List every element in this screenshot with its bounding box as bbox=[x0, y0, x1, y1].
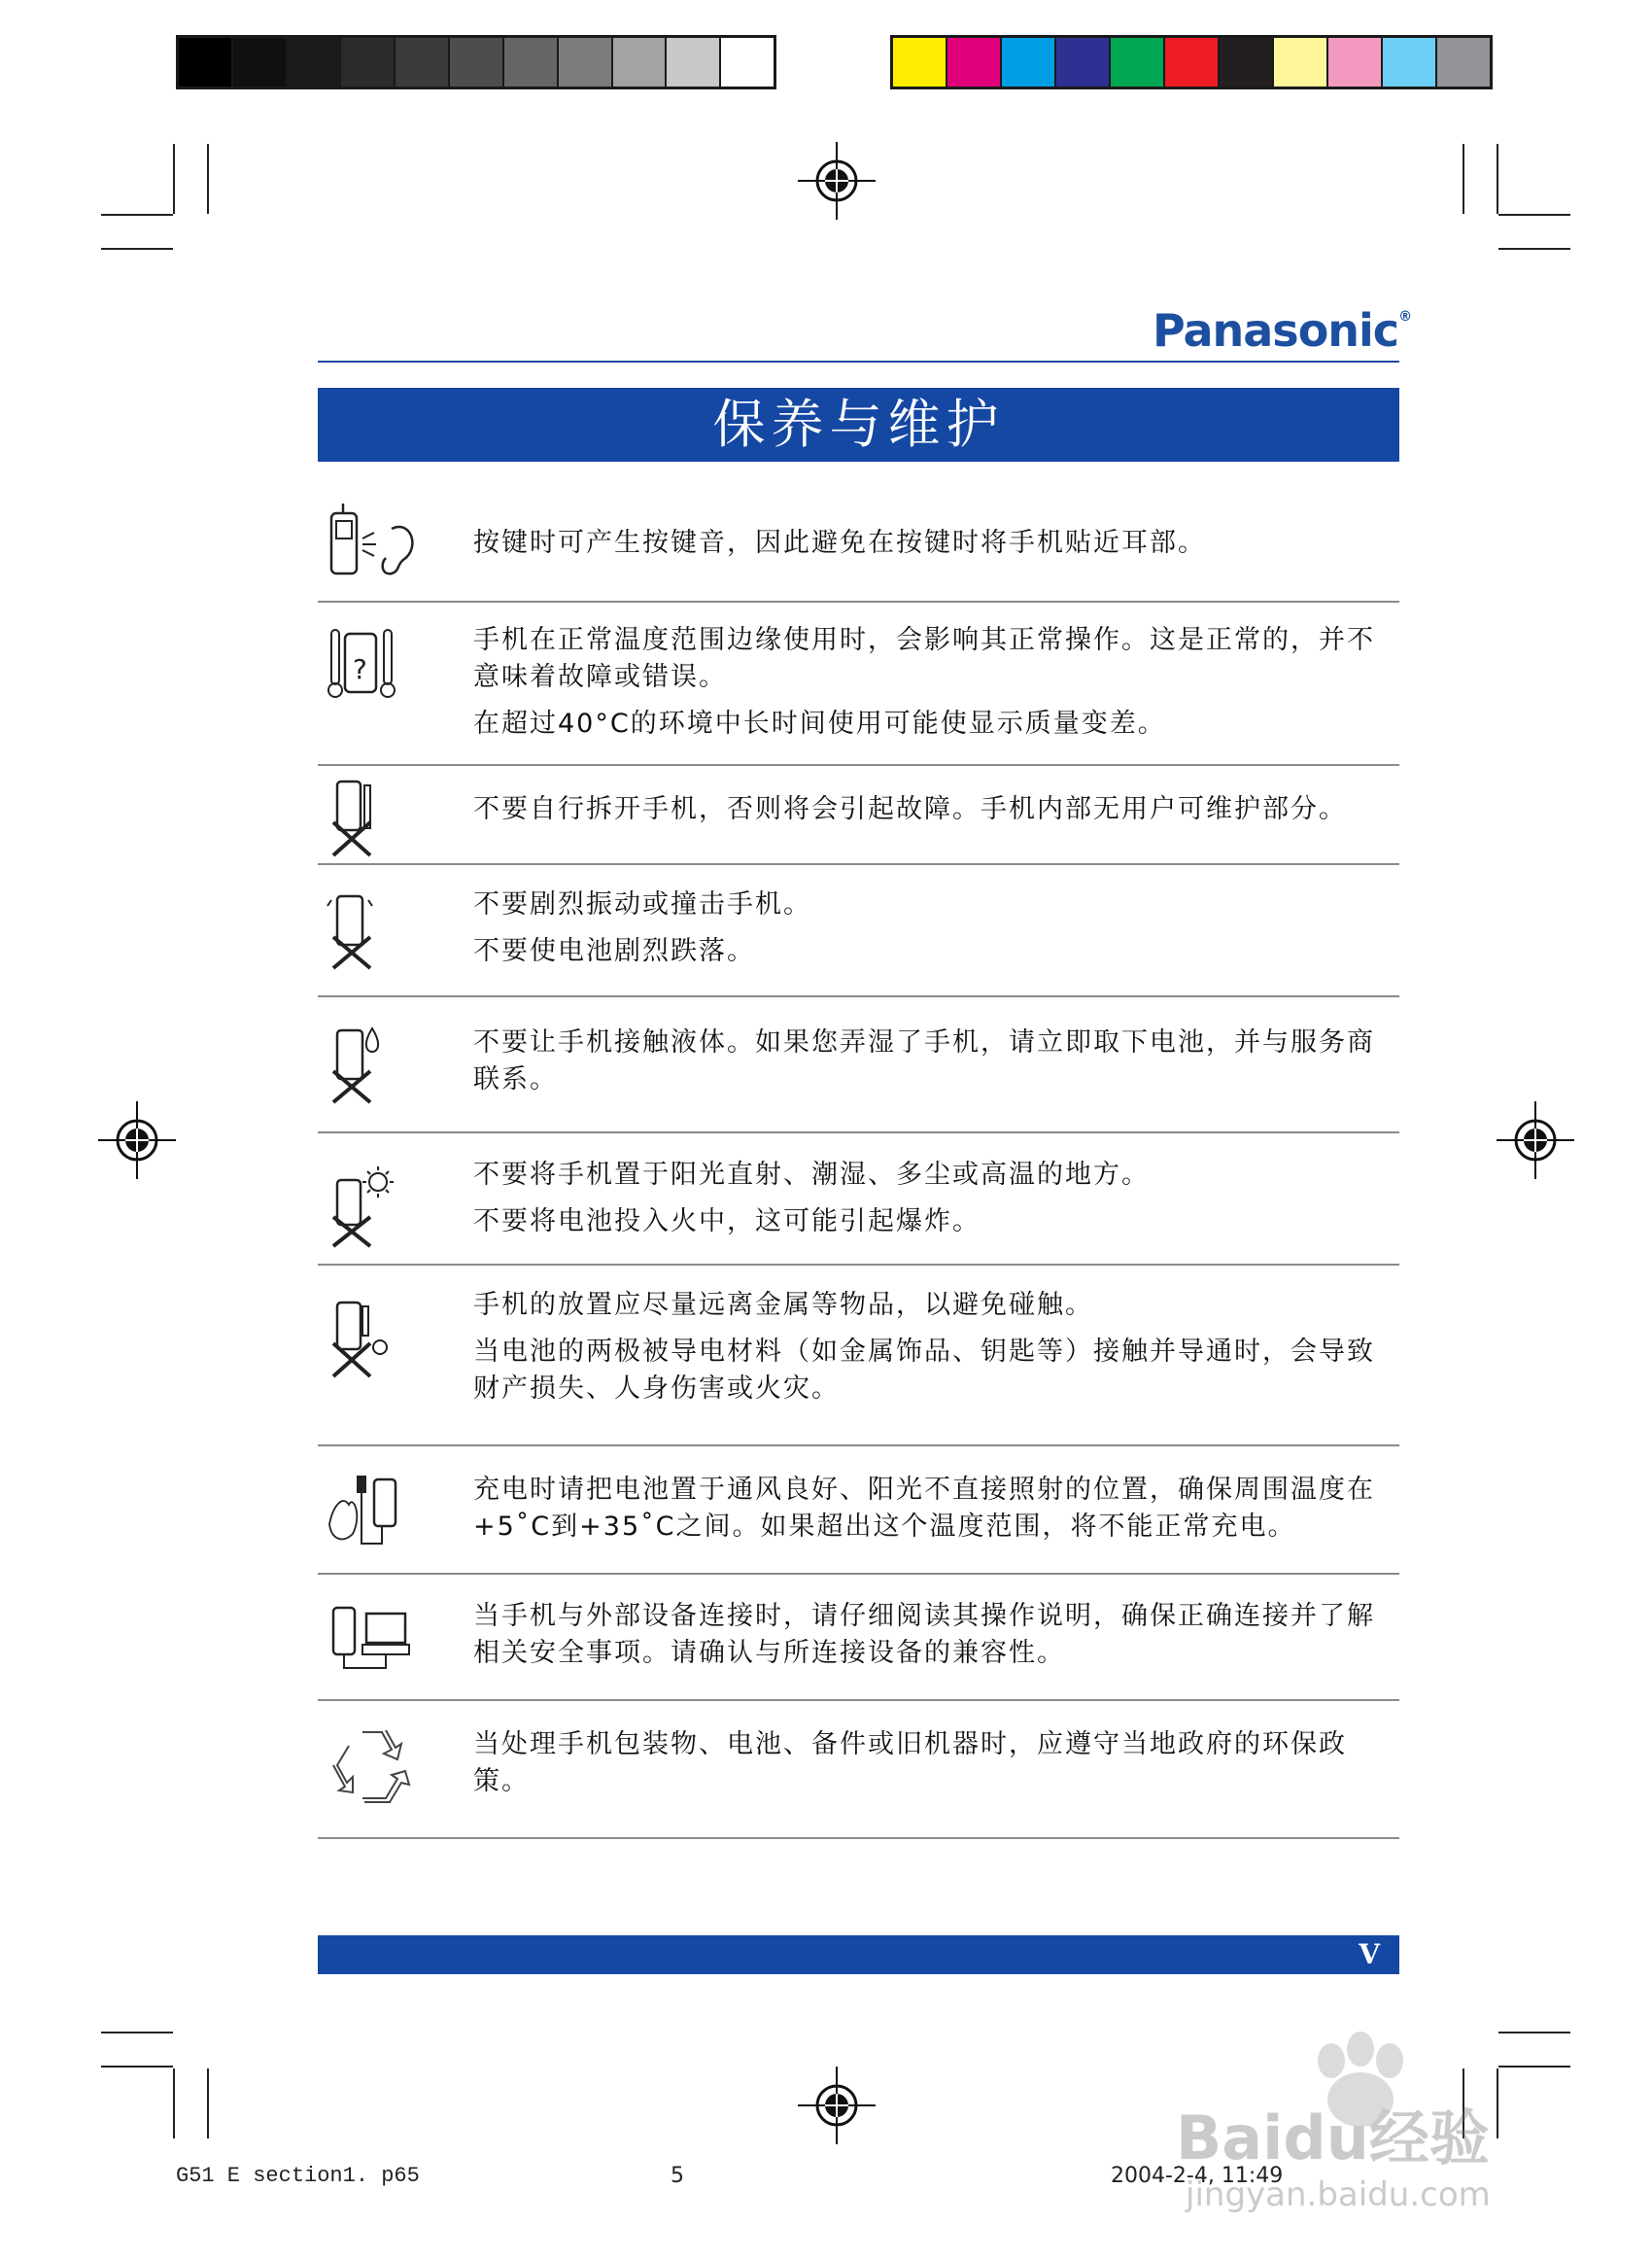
watermark-url: jingyan.baidu.com bbox=[1186, 2175, 1491, 2214]
phone-computer-icon bbox=[324, 1596, 421, 1684]
no-disassemble-icon bbox=[324, 772, 421, 859]
list-item bbox=[318, 997, 1399, 1133]
registration-mark-icon bbox=[798, 2067, 876, 2144]
thermometer-phone-icon bbox=[324, 622, 421, 710]
crop-mark bbox=[173, 144, 175, 214]
list-item bbox=[318, 1575, 1399, 1701]
item-text: 手机在正常温度范围边缘使用时，会影响其正常操作。这是正常的，并不意味着故障或错误。 在超过40°C的环境中长时间使用可能使显示质量变差。 bbox=[473, 625, 1375, 739]
no-shake-icon bbox=[324, 885, 421, 972]
color-swatch bbox=[1111, 38, 1165, 87]
list-item bbox=[318, 1446, 1399, 1575]
crop-mark bbox=[207, 2068, 209, 2138]
no-sun-icon bbox=[324, 1163, 421, 1250]
list-item bbox=[318, 603, 1399, 766]
color-swatch bbox=[1328, 38, 1383, 87]
registration-mark-icon bbox=[98, 1101, 176, 1179]
crop-mark bbox=[173, 2068, 175, 2138]
gray-swatch bbox=[667, 38, 721, 87]
gray-swatch bbox=[613, 38, 668, 87]
watermark-suffix: 经验 bbox=[1368, 2103, 1490, 2173]
item-text: 不要让手机接触液体。如果您弄湿了手机，请立即取下电池，并与服务商联系。 bbox=[473, 1027, 1375, 1095]
crop-mark bbox=[1463, 144, 1464, 214]
registration-mark-icon bbox=[798, 142, 876, 220]
color-swatch bbox=[893, 38, 947, 87]
crop-mark bbox=[1498, 214, 1570, 216]
list-item bbox=[318, 1701, 1399, 1839]
crop-mark bbox=[101, 2066, 173, 2068]
page-number-roman: V bbox=[1359, 1938, 1380, 1970]
color-swatch bbox=[1056, 38, 1111, 87]
gray-swatch bbox=[341, 38, 396, 87]
charger-icon bbox=[324, 1466, 421, 1553]
crop-mark bbox=[101, 2032, 173, 2033]
list-item bbox=[318, 1266, 1399, 1446]
item-text: 充电时请把电池置于通风良好、阳光不直接照射的位置，确保周围温度在+5˚C到+35˚C之间。如果超出这个温度范围，将不能正常充电。 bbox=[473, 1475, 1375, 1542]
recycle-icon bbox=[324, 1722, 421, 1810]
page-footer-band bbox=[318, 1935, 1399, 1974]
gray-swatch bbox=[721, 38, 774, 87]
header-rule bbox=[318, 361, 1399, 363]
color-swatch bbox=[1002, 38, 1056, 87]
item-text: 当手机与外部设备连接时，请仔细阅读其操作说明，确保正确连接并了解相关安全事项。请确认与所连接设备的兼容性。 bbox=[473, 1601, 1375, 1668]
print-timestamp: 2004-2-4, 11:49 bbox=[1111, 2164, 1284, 2188]
gray-swatch bbox=[179, 38, 233, 87]
crop-mark bbox=[1498, 248, 1570, 250]
color-swatch bbox=[1220, 38, 1274, 87]
print-filename: G51 E section1. p65 bbox=[176, 2164, 420, 2188]
item-text: 不要将手机置于阳光直射、潮湿、多尘或高温的地方。 不要将电池投入火中，这可能引起爆炸。 bbox=[473, 1160, 1150, 1236]
list-item bbox=[318, 1133, 1399, 1266]
color-swatch bbox=[947, 38, 1002, 87]
item-text: 按键时可产生按键音，因此避免在按键时将手机贴近耳部。 bbox=[473, 528, 1206, 558]
grayscale-bar bbox=[176, 35, 776, 89]
list-item bbox=[318, 766, 1399, 865]
crop-mark bbox=[101, 214, 173, 216]
no-liquid-icon bbox=[324, 1019, 421, 1106]
gray-swatch bbox=[559, 38, 613, 87]
watermark-brand: Baidu bbox=[1176, 2103, 1369, 2173]
item-text: 不要自行拆开手机，否则将会引起故障。手机内部无用户可维护部分。 bbox=[473, 794, 1347, 824]
item-text: 不要剧烈振动或撞击手机。 不要使电池剧烈跌落。 bbox=[473, 889, 811, 966]
color-swatch bbox=[1165, 38, 1220, 87]
registration-mark-icon bbox=[1497, 1101, 1574, 1179]
gray-swatch bbox=[233, 38, 288, 87]
crop-mark bbox=[1497, 144, 1498, 214]
print-page-number: 5 bbox=[671, 2164, 684, 2188]
color-swatch bbox=[1274, 38, 1328, 87]
color-bar bbox=[890, 35, 1493, 89]
list-item bbox=[318, 865, 1399, 997]
color-swatch bbox=[1383, 38, 1437, 87]
svg-text:?: ? bbox=[353, 653, 367, 685]
gray-swatch bbox=[396, 38, 450, 87]
item-text: 当处理手机包装物、电池、备件或旧机器时，应遵守当地政府的环保政策。 bbox=[473, 1729, 1347, 1796]
no-metal-icon bbox=[324, 1293, 421, 1380]
item-text: 手机的放置应尽量远离金属等物品，以避免碰触。 当电池的两极被导电材料（如金属饰品、钥匙等）接触并导通时，会导致财产损失、人身伤害或火灾。 bbox=[473, 1290, 1375, 1404]
gray-swatch bbox=[504, 38, 559, 87]
color-swatch bbox=[1437, 38, 1490, 87]
gray-swatch bbox=[288, 38, 342, 87]
crop-mark bbox=[207, 144, 209, 214]
baidu-watermark bbox=[1176, 2032, 1584, 2226]
phone-ear-icon bbox=[324, 500, 421, 587]
crop-mark bbox=[101, 248, 173, 250]
list-item bbox=[318, 486, 1399, 603]
page-title: 保养与维护 bbox=[318, 388, 1399, 462]
panasonic-logo: Panasonic® bbox=[1153, 304, 1412, 357]
gray-swatch bbox=[450, 38, 504, 87]
